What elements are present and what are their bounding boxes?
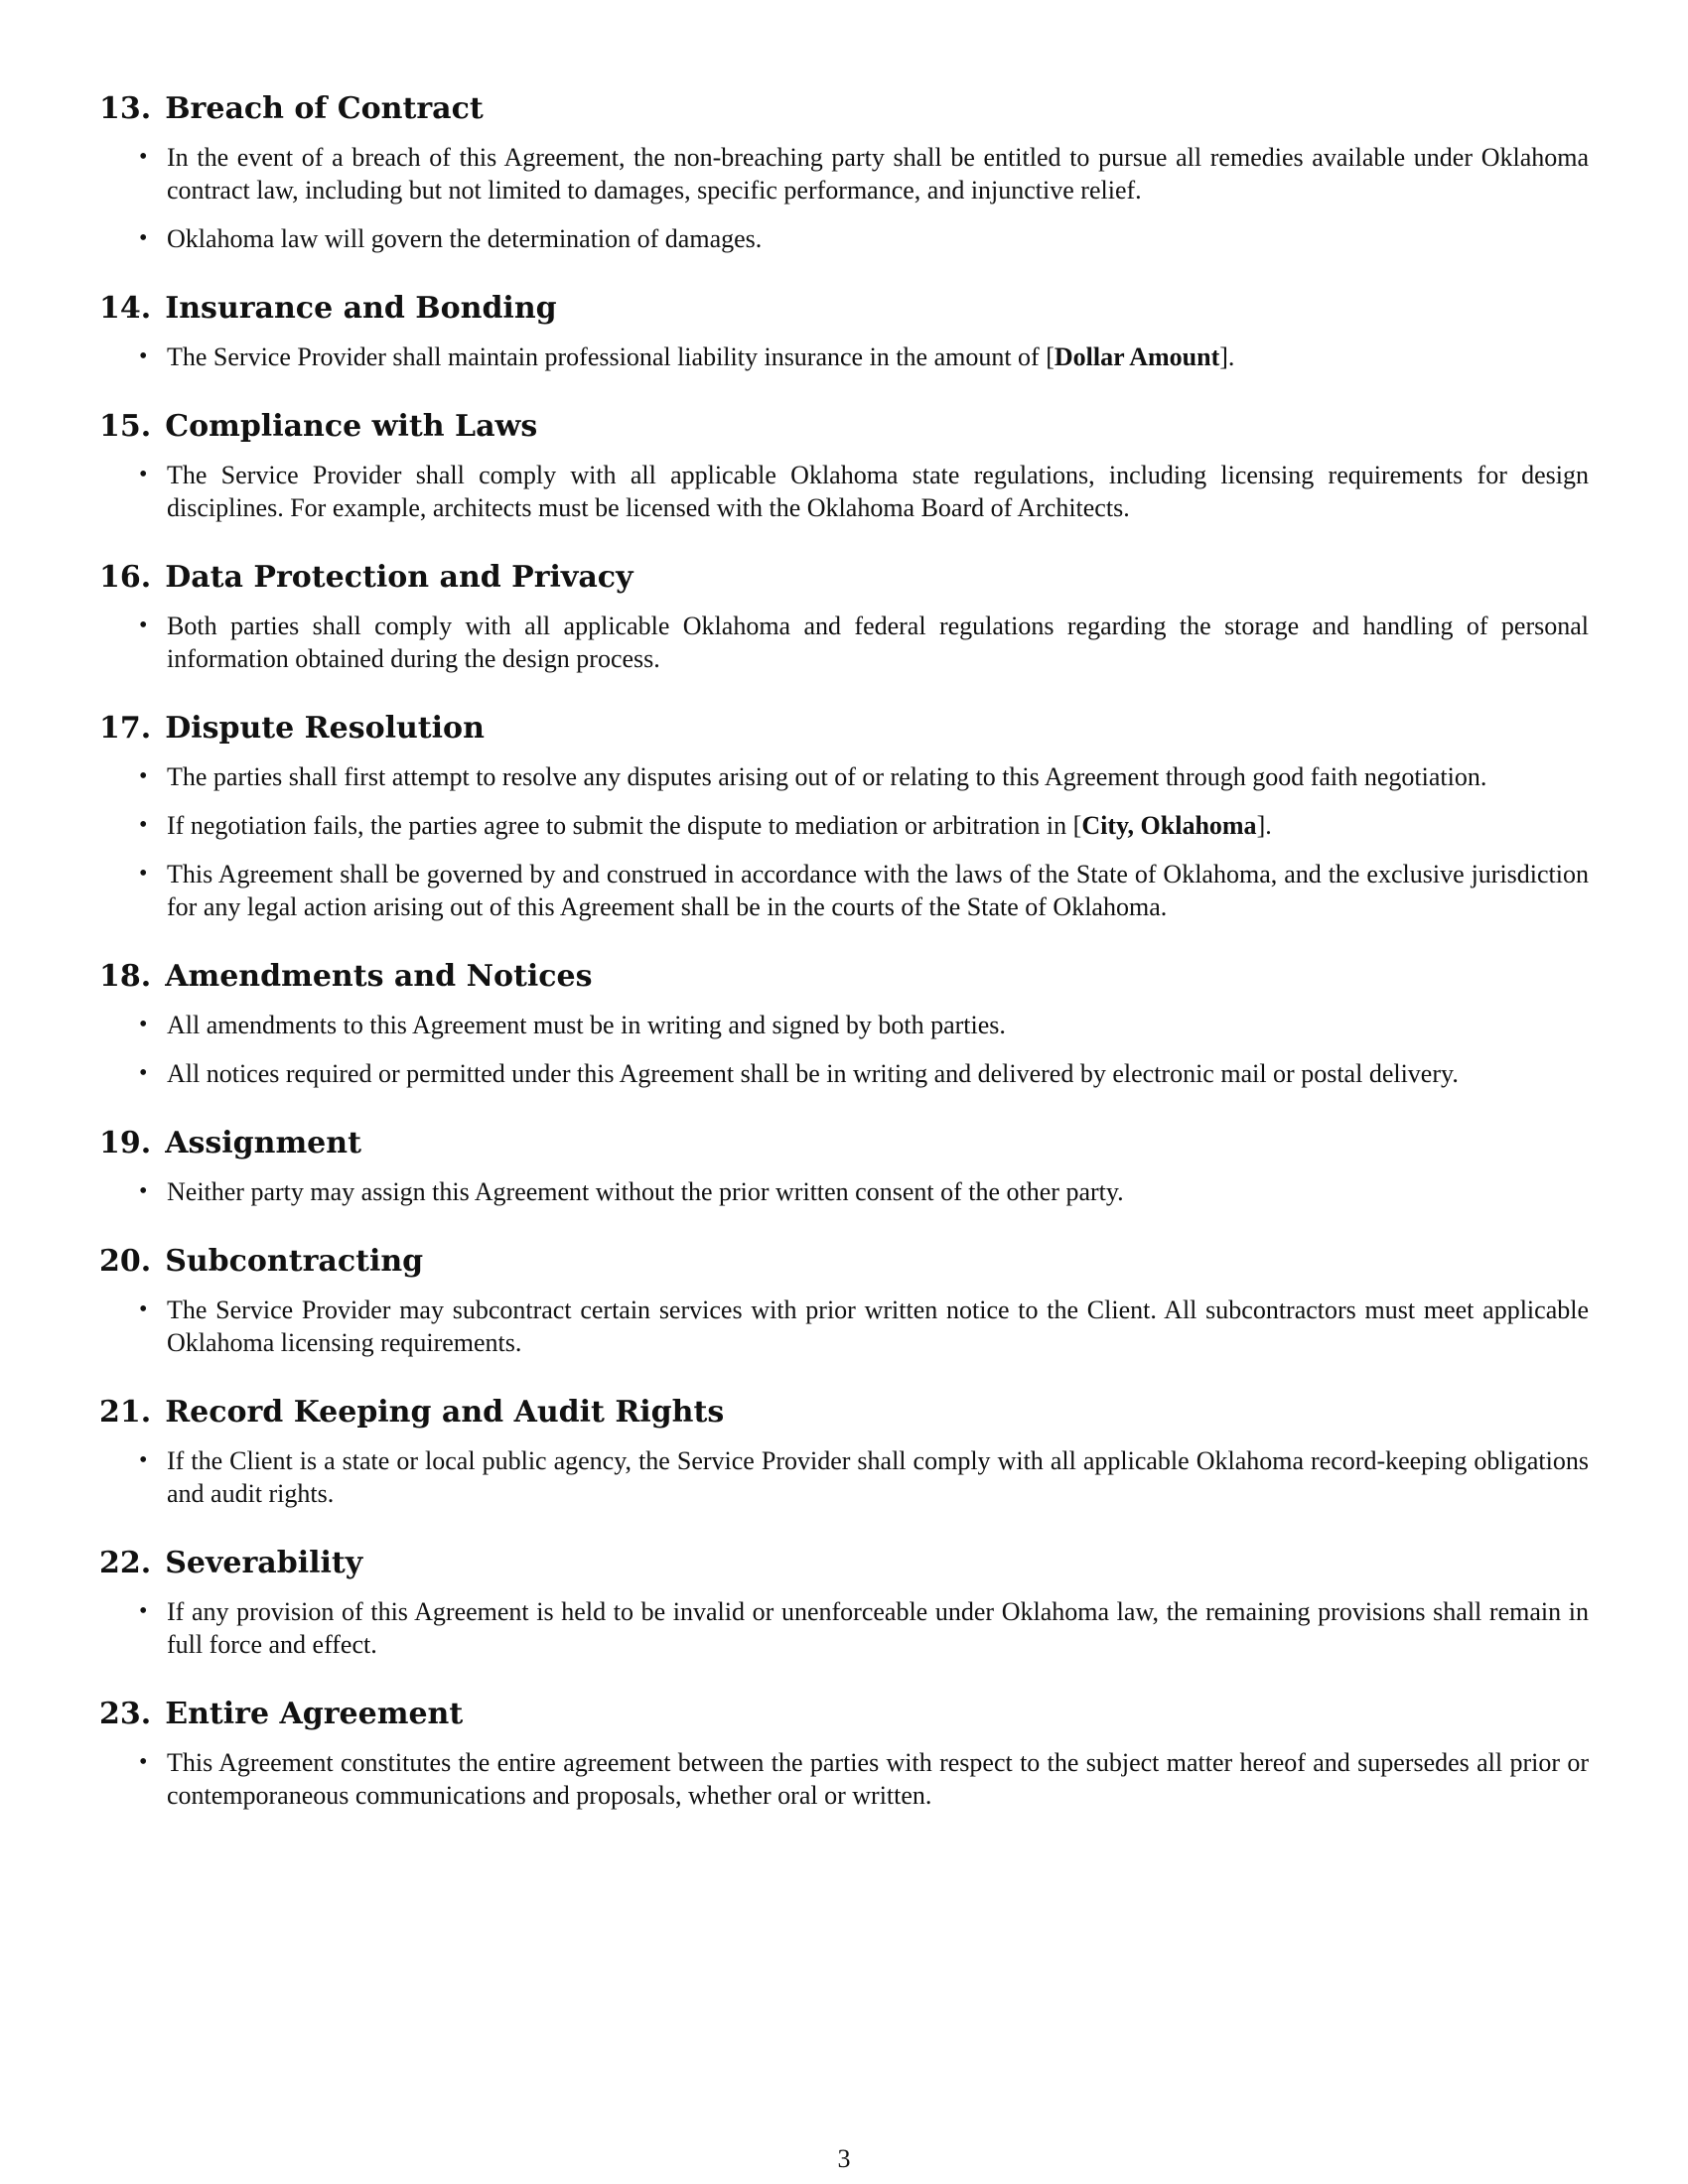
section-number: 20. bbox=[99, 1244, 152, 1279]
section-heading bbox=[99, 407, 1589, 447]
section-number: 17. bbox=[99, 711, 152, 746]
section-heading bbox=[99, 1124, 1589, 1163]
list-item bbox=[99, 341, 1589, 373]
bullet-icon: • bbox=[139, 1060, 148, 1086]
bullet-icon: • bbox=[139, 343, 148, 369]
bullet-icon: • bbox=[139, 462, 148, 487]
section-number: 21. bbox=[99, 1395, 152, 1430]
section-title: Severability bbox=[165, 1546, 363, 1580]
section-title: Record Keeping and Audit Rights bbox=[165, 1395, 725, 1430]
bullet-icon: • bbox=[139, 1297, 148, 1322]
section-number: 19. bbox=[99, 1126, 152, 1160]
list-item bbox=[99, 760, 1589, 793]
list-item-text: In the event of a breach of this Agreement, the non-breaching party shall be entitled to pursue all remedies available under Oklahoma contract law, including but not limited to damages, specific performance, and injunctive relief. bbox=[167, 143, 1589, 205]
bullet-list bbox=[99, 1595, 1589, 1661]
section-heading bbox=[99, 558, 1589, 598]
section-title: Compliance with Laws bbox=[165, 409, 538, 444]
bullet-icon: • bbox=[139, 812, 148, 838]
document-page bbox=[99, 89, 1589, 1845]
list-item-text: If the Client is a state or local public agency, the Service Provider shall comply with all applicable Oklahoma record-keeping obligations and audit rights. bbox=[167, 1446, 1589, 1508]
list-item-text: The Service Provider shall comply with all applicable Oklahoma state regulations, including licensing requirements for design disciplines. For example, architects must be licensed with the Oklahoma Board of Architects. bbox=[167, 461, 1589, 522]
bullet-list bbox=[99, 610, 1589, 675]
section-heading bbox=[99, 1695, 1589, 1734]
section-title: Amendments and Notices bbox=[165, 959, 593, 994]
section-heading bbox=[99, 1544, 1589, 1583]
bullet-list bbox=[99, 1746, 1589, 1812]
list-item bbox=[99, 1009, 1589, 1041]
placeholder-field: City, Oklahoma bbox=[1081, 811, 1257, 840]
bullet-icon: • bbox=[139, 613, 148, 638]
bullet-list bbox=[99, 760, 1589, 923]
section-heading bbox=[99, 709, 1589, 749]
list-item bbox=[99, 809, 1589, 842]
section bbox=[99, 289, 1589, 373]
section-number: 18. bbox=[99, 959, 152, 994]
bullet-list bbox=[99, 1175, 1589, 1208]
bullet-icon: • bbox=[139, 861, 148, 887]
section-title: Assignment bbox=[165, 1126, 361, 1160]
page-number: 3 bbox=[837, 2144, 851, 2173]
section-heading bbox=[99, 957, 1589, 997]
section-title: Insurance and Bonding bbox=[165, 291, 557, 326]
section-heading bbox=[99, 289, 1589, 329]
list-item bbox=[99, 1175, 1589, 1208]
list-item-text: Neither party may assign this Agreement without the prior written consent of the other party. bbox=[167, 1177, 1124, 1206]
list-item bbox=[99, 141, 1589, 206]
section-title: Breach of Contract bbox=[165, 91, 484, 126]
bullet-icon: • bbox=[139, 1178, 148, 1204]
list-item-text: All notices required or permitted under this Agreement shall be in writing and delivered by electronic mail or postal delivery. bbox=[167, 1059, 1459, 1088]
list-item-text: ]. bbox=[1219, 342, 1235, 371]
list-item-text: If any provision of this Agreement is held to be invalid or unenforceable under Oklahoma law, the remaining provisions shall remain in full force and effect. bbox=[167, 1597, 1589, 1659]
bullet-icon: • bbox=[139, 144, 148, 170]
section bbox=[99, 1393, 1589, 1510]
section bbox=[99, 407, 1589, 524]
list-item bbox=[99, 610, 1589, 675]
section-title: Dispute Resolution bbox=[165, 711, 485, 746]
list-item bbox=[99, 858, 1589, 923]
bullet-icon: • bbox=[139, 225, 148, 251]
list-item bbox=[99, 1294, 1589, 1359]
list-item-text: This Agreement constitutes the entire agreement between the parties with respect to the subject matter hereof and supersedes all prior or contemporaneous communications and proposals, whether oral or written. bbox=[167, 1748, 1589, 1810]
list-item-text: ]. bbox=[1256, 811, 1272, 840]
list-item-text: Oklahoma law will govern the determination of damages. bbox=[167, 224, 763, 253]
section-number: 16. bbox=[99, 560, 152, 595]
bullet-list bbox=[99, 141, 1589, 255]
section-title: Entire Agreement bbox=[165, 1697, 464, 1731]
section-number: 13. bbox=[99, 91, 152, 126]
bullet-icon: • bbox=[139, 763, 148, 789]
list-item-text: Both parties shall comply with all applicable Oklahoma and federal regulations regarding the storage and handling of personal information obtained during the design process. bbox=[167, 612, 1589, 673]
list-item-text: All amendments to this Agreement must be in writing and signed by both parties. bbox=[167, 1011, 1006, 1039]
bullet-list bbox=[99, 459, 1589, 524]
bullet-icon: • bbox=[139, 1749, 148, 1775]
section bbox=[99, 89, 1589, 255]
section bbox=[99, 957, 1589, 1090]
placeholder-field: Dollar Amount bbox=[1054, 342, 1220, 371]
section bbox=[99, 558, 1589, 675]
list-item bbox=[99, 1595, 1589, 1661]
list-item-text: This Agreement shall be governed by and construed in accordance with the laws of the State of Oklahoma, and the exclusive jurisdiction for any legal action arising out of this Agreement shall be in the courts of the State of Oklahoma. bbox=[167, 860, 1589, 921]
list-item bbox=[99, 1444, 1589, 1510]
section-title: Subcontracting bbox=[165, 1244, 424, 1279]
list-item bbox=[99, 459, 1589, 524]
section-heading bbox=[99, 1393, 1589, 1433]
bullet-list bbox=[99, 1444, 1589, 1510]
section bbox=[99, 1242, 1589, 1359]
list-item-text: The Service Provider may subcontract certain services with prior written notice to the Client. All subcontractors must meet applicable Oklahoma licensing requirements. bbox=[167, 1296, 1589, 1357]
sections-container bbox=[99, 89, 1589, 1812]
section bbox=[99, 1695, 1589, 1812]
list-item-text: If negotiation fails, the parties agree to submit the dispute to mediation or arbitration in [ bbox=[167, 811, 1082, 840]
list-item-text: The Service Provider shall maintain professional liability insurance in the amount of [ bbox=[167, 342, 1055, 371]
bullet-list bbox=[99, 1294, 1589, 1359]
section-number: 15. bbox=[99, 409, 152, 444]
section-number: 14. bbox=[99, 291, 152, 326]
list-item bbox=[99, 222, 1589, 255]
bullet-icon: • bbox=[139, 1447, 148, 1473]
section bbox=[99, 1124, 1589, 1208]
section-title: Data Protection and Privacy bbox=[165, 560, 633, 595]
bullet-icon: • bbox=[139, 1012, 148, 1037]
list-item bbox=[99, 1057, 1589, 1090]
bullet-list bbox=[99, 1009, 1589, 1090]
section-heading bbox=[99, 1242, 1589, 1282]
section bbox=[99, 709, 1589, 923]
section-number: 22. bbox=[99, 1546, 152, 1580]
section bbox=[99, 1544, 1589, 1661]
bullet-list bbox=[99, 341, 1589, 373]
bullet-icon: • bbox=[139, 1598, 148, 1624]
list-item-text: The parties shall first attempt to resolve any disputes arising out of or relating to this Agreement through good faith negotiation. bbox=[167, 762, 1487, 791]
list-item bbox=[99, 1746, 1589, 1812]
section-heading bbox=[99, 89, 1589, 129]
section-number: 23. bbox=[99, 1697, 152, 1731]
